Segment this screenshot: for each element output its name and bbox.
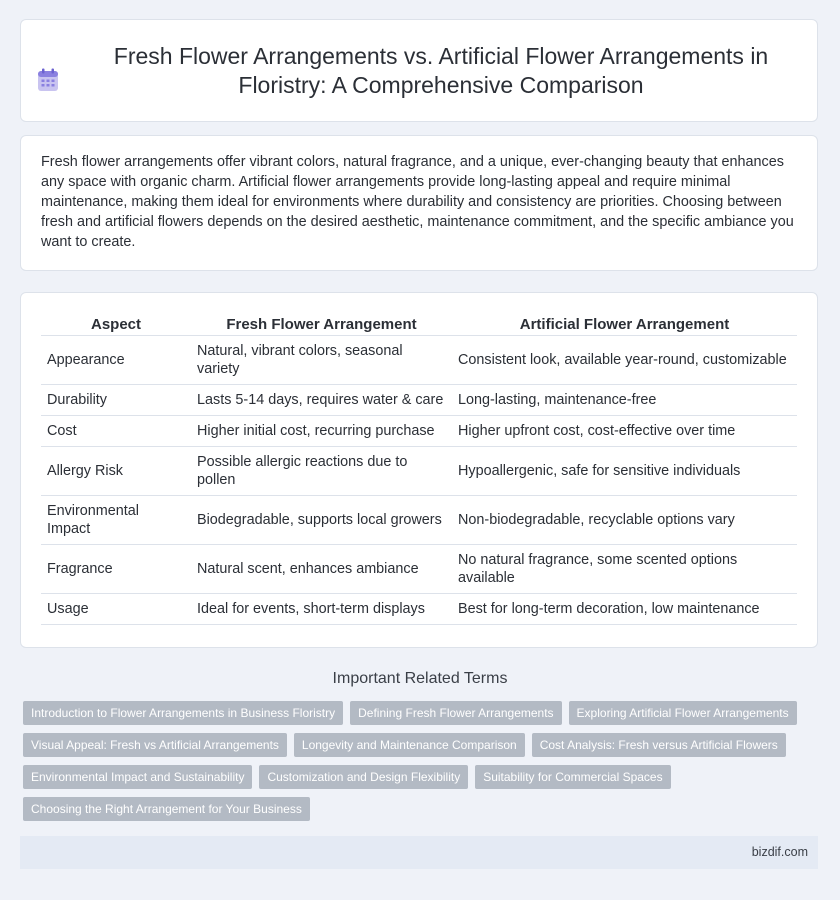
table-row <box>41 447 797 496</box>
table-cell: Allergy Risk <box>41 447 191 496</box>
table-row <box>41 336 797 385</box>
related-term-tag[interactable]: Environmental Impact and Sustainability <box>23 765 252 789</box>
table-cell: Possible allergic reactions due to pollen <box>191 447 452 496</box>
table-row <box>41 545 797 594</box>
related-term-tag[interactable]: Defining Fresh Flower Arrangements <box>350 701 561 725</box>
table-cell: Long-lasting, maintenance-free <box>452 385 797 416</box>
table-cell: Higher initial cost, recurring purchase <box>191 416 452 447</box>
related-terms-heading: Important Related Terms <box>332 670 508 687</box>
title-wrap <box>37 42 801 100</box>
related-term-tag[interactable]: Visual Appeal: Fresh vs Artificial Arrangements <box>23 733 287 757</box>
column-header: Artificial Flower Arrangement <box>452 306 797 336</box>
table-row <box>41 416 797 447</box>
table-header-row <box>41 306 797 336</box>
table-cell: Natural, vibrant colors, seasonal variety <box>191 336 452 385</box>
table-cell: Non-biodegradable, recyclable options vary <box>452 496 797 545</box>
table-row <box>41 496 797 545</box>
table-cell: Ideal for events, short-term displays <box>191 594 452 625</box>
related-term-tag[interactable]: Longevity and Maintenance Comparison <box>294 733 525 757</box>
title-card <box>20 19 818 122</box>
column-header: Fresh Flower Arrangement <box>191 306 452 336</box>
table-cell: Higher upfront cost, cost-effective over time <box>452 416 797 447</box>
related-term-tag[interactable]: Choosing the Right Arrangement for Your Business <box>23 797 310 821</box>
related-term-tag[interactable]: Customization and Design Flexibility <box>259 765 468 789</box>
column-header: Aspect <box>41 306 191 336</box>
table-cell: Best for long-term decoration, low maintenance <box>452 594 797 625</box>
related-term-tag[interactable]: Cost Analysis: Fresh versus Artificial Flowers <box>532 733 786 757</box>
related-term-tag[interactable]: Exploring Artificial Flower Arrangements <box>569 701 797 725</box>
table-cell: Appearance <box>41 336 191 385</box>
table-cell: Hypoallergenic, safe for sensitive individuals <box>452 447 797 496</box>
table-row <box>41 385 797 416</box>
intro-card <box>20 135 818 271</box>
table-cell: Fragrance <box>41 545 191 594</box>
footer-site-link[interactable]: bizdif.com <box>751 845 808 859</box>
table-cell: Lasts 5-14 days, requires water & care <box>191 385 452 416</box>
table-cell: Biodegradable, supports local growers <box>191 496 452 545</box>
page-title: Fresh Flower Arrangements vs. Artificial Flower Arrangements in Floristry: A Comprehensive Comparison <box>113 42 769 98</box>
comparison-table <box>41 306 797 625</box>
intro-text: Fresh flower arrangements offer vibrant colors, natural fragrance, and a unique, ever-changing beauty that enhances any space with organic charm. Artificial flower arrangements provide long-lasting appeal and require minimal maintenance, making them ideal for environments where durability and consistency are priorities. Choosing between fresh and artificial flowers depends on the desired aesthetic, maintenance commitment, and the specific ambiance you want to create. <box>41 154 794 250</box>
table-cell: Natural scent, enhances ambiance <box>191 545 452 594</box>
calendar-icon <box>37 68 59 92</box>
related-term-tag[interactable]: Introduction to Flower Arrangements in Business Floristry <box>23 701 343 725</box>
table-cell: Consistent look, available year-round, customizable <box>452 336 797 385</box>
related-term-tag[interactable]: Suitability for Commercial Spaces <box>475 765 670 789</box>
table-row <box>41 594 797 625</box>
table-cell: Environmental Impact <box>41 496 191 545</box>
comparison-card <box>20 292 818 648</box>
table-cell: Usage <box>41 594 191 625</box>
table-cell: Durability <box>41 385 191 416</box>
table-cell: No natural fragrance, some scented options available <box>452 545 797 594</box>
footer <box>20 836 818 869</box>
table-cell: Cost <box>41 416 191 447</box>
related-terms-list <box>23 701 813 829</box>
